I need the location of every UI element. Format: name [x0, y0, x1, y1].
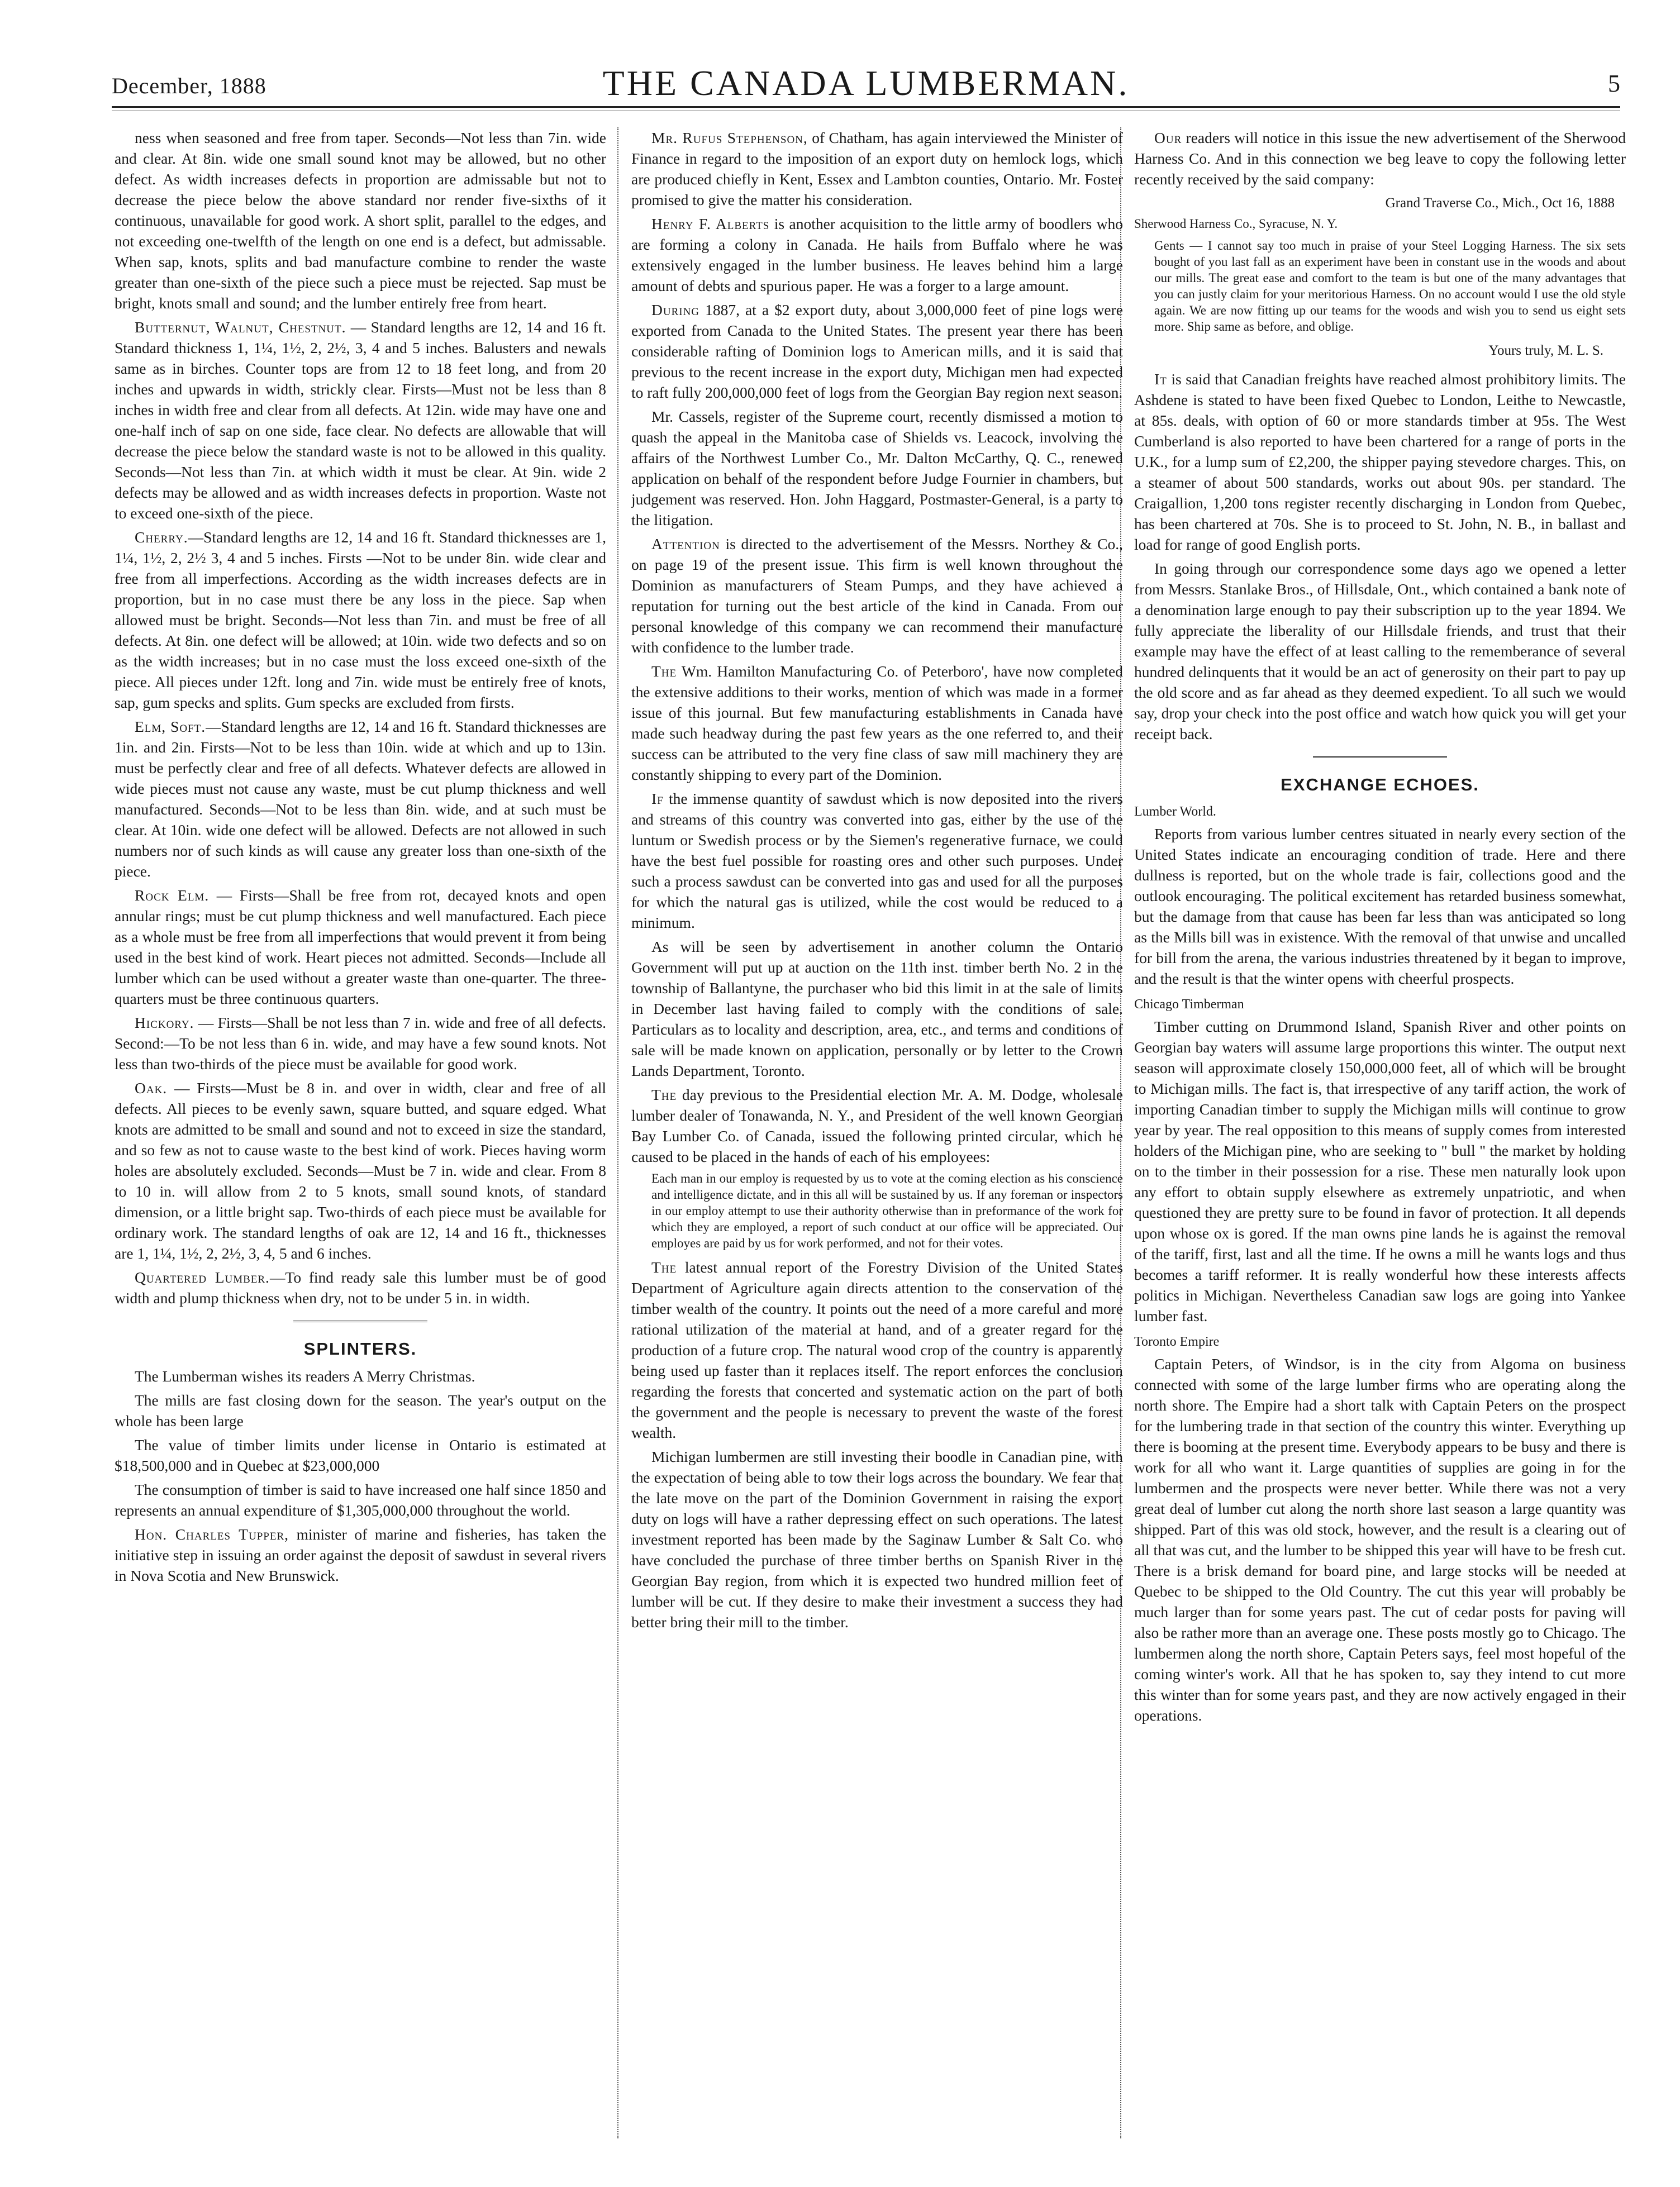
paragraph-lead: Rock Elm. [135, 887, 210, 904]
article-paragraph [631, 213, 1123, 296]
section-divider [293, 1321, 427, 1324]
article-paragraph [115, 716, 606, 882]
article-paragraph [1134, 369, 1626, 555]
article-paragraph [631, 127, 1123, 210]
source-label: Toronto Empire [1134, 1335, 1220, 1349]
page-number: 5 [1608, 70, 1620, 97]
letter-body: Gents — I cannot say too much in praise of your Steel Logging Harness. The six sets bought of you last fall as an experiment have been in constant use in the woods and about our mills. The great ease and comfort to the team is but one of the many advantages that you can justly claim for your meritorious Harness. On no account would I use the old style again. We are now fitting up our teams for the woods and wish you to send us eight sets more. Ship same as before, and oblige. [1154, 239, 1626, 333]
column-divider [617, 127, 618, 2138]
masthead-rule [112, 106, 1620, 108]
paragraph-body: day previous to the Presidential election Mr. A. M. Dodge, wholesale lumber dealer of Tonawanda, N. Y., and President of the well known Georgian Bay Lumber Co. of Canada, issued the following printed circular, which he caused to be placed in the hands of each of his employees: [631, 1086, 1123, 1165]
paragraph-body: —To find ready sale this lumber must be of good width and plump thickness when dry, not to be under 5 in. in width. [115, 1269, 606, 1307]
newspaper-title: THE CANADA LUMBERMAN. [602, 63, 1130, 103]
paragraph-body: is said that Canadian freights have reached almost prohibitory limits. The Ashdene is stated to have been fixed Quebec to London, Leithe to Newcastle, at 85s. deals, with option of 60 or more standards timber at 95s. The West Cumberland is also reported to have been chartered for a range of ports in the U.K., for a lump sum of £2,200, the shipper paying stevedore charges. This, on a steamer of about 500 standards, works out about 90s. per standard. The Craigallion, 1,200 tons register recently discharging in London from Quebec, has been chartered at 70s. She is to proceed to St. John, N. B., in ballast and load for range of good English ports. [1134, 370, 1626, 553]
article-paragraph [1134, 127, 1626, 189]
paragraph-lead: Attention [651, 535, 720, 552]
column-3 [1134, 127, 1626, 2150]
paragraph-lead: Hon. Charles Tupper, [135, 1526, 289, 1543]
paragraph-body: 1887, at a $2 export duty, about 3,000,000 feet of pine logs were exported from Canada to the United States. The present year there has been considerable rafting of Dominion logs to American mills, and it is said that previous to the recent increase in the export duty, Michigan men had expected to raft fully 200,000,000 feet of logs from the Georgian Bay region next season. [631, 301, 1123, 401]
source-label: Chicago Timberman [1134, 997, 1244, 1012]
paragraph-body: of Chatham, has again interviewed the Minister of Finance in regard to the imposition of an export duty on hemlock logs, which are produced chiefly in Kent, Essex and Lambton counties, Ontario. Mr. Foster promised to give the matter his consideration. [631, 129, 1123, 208]
article-paragraph [115, 1267, 606, 1308]
source-label: Lumber World. [1134, 804, 1216, 819]
paragraph-lead: If [651, 790, 664, 807]
masthead [112, 63, 1620, 107]
article-paragraph [631, 1257, 1123, 1443]
section-heading: EXCHANGE ECHOES. [1281, 775, 1479, 794]
paragraph-body: — Firsts—Must be 8 in. and over in width, clear and free of all defects. All pieces to be evenly sawn, square butted, and square edged. What knots are admitted to be small and sound and not to exceed in size the standard, and so few as not to cause waste to the best kind of work. Pieces having worm holes are absolutely excluded. Seconds—Must be 7 in. wide and clear. From 8 to 10 in. will allow from 2 to 5 knots, small sound knots, of standard dimension, or a little bright sap. Two-thirds of each piece must be available for ordinary work. The standard lengths of oak are 12, 14 and 16 ft., thicknesses are 1, 1¼, 1½, 2, 2½, 3, 4, 5 and 6 inches. [115, 1079, 606, 1262]
article-paragraph: Mr. Cassels, register of the Supreme court, recently dismissed a motion to quash the appeal in the Manitoba case of Shields vs. Leacock, involving the affairs of the Northwest Lumber Co., Mr. Dalton McCarthy, Q. C., renewed application on behalf of the respondent before Judge Fournier in chambers, but judgement was reserved. Hon. John Haggard, Postmaster-General, is a party to the litigation. [631, 408, 1123, 528]
paragraph-body: readers will notice in this issue the new advertisement of the Sherwood Harness Co. And in this connection we beg leave to copy the following letter recently received by the said company: [1134, 129, 1626, 188]
article-paragraph [115, 1078, 606, 1264]
paragraph-body: minister of marine and fisheries, has taken the initiative step in issuing an order against the deposit of sawdust in several rivers in Nova Scotia and New Brunswick. [115, 1526, 606, 1584]
splinter-item: The consumption of timber is said to have increased one half since 1850 and represents an annual expenditure of $1,305,000,000 throughout the world. [115, 1481, 606, 1519]
paragraph-lead: Our [1154, 129, 1182, 146]
section-divider [1313, 756, 1447, 760]
letter-dateline: Grand Traverse Co., Mich., Oct 16, 1888 [1385, 196, 1615, 211]
article-paragraph [631, 788, 1123, 933]
article-paragraph: As will be seen by advertisement in another column the Ontario Government will put up at auction on the 11th inst. timber berth No. 2 in the township of Ballantyne, the purchaser who bid this limit in at the sale of limits in December last having failed to comply with the conditions of sale. Particulars as to locality and description, area, etc., and terms and conditions of sale will be made known on application, personally or by letter to the Crown Lands Department, Toronto. [631, 938, 1123, 1079]
paragraph-lead: Henry F. Alberts [651, 215, 770, 232]
paragraph-lead: Butternut, Walnut, Chestnut. [135, 318, 346, 336]
article-paragraph [115, 317, 606, 523]
paragraph-lead: It [1154, 370, 1167, 388]
article-paragraph [631, 1084, 1123, 1167]
splinter-item: The mills are fast closing down for the season. The year's output on the whole has been large [115, 1392, 606, 1430]
article-paragraph [115, 527, 606, 713]
paragraph-lead: Cherry. [135, 528, 188, 546]
paragraph-body: —Standard lengths are 12, 14 and 16 ft. Standard thicknesses are 1, 1¼, 1½, 2, 2½ 3, 4 and 5 inches. Firsts —Not to be under 8in. wide clear and free from all imperfections. According as the width increases defects are in proportion, but in no case must there be any loss in the piece. Sap when allowed must be bright. Seconds—Not less than 7in. and must be free of all defects. At 8in. one defect will be allowed; at 10in. wide two defects and so on as the width increases; but in no case must the loss exceed one-sixth of the piece. All pieces under 12ft. long and 7in. wide must be entirely free of knots, sap, gum specks and splits. Gum specks are excluded from firsts. [115, 528, 606, 711]
paragraph-body: —Standard lengths are 12, 14 and 16 ft. Standard thicknesses are 1in. and 2in. Firsts—Not to be less than 10in. wide at which and up to 13in. must be perfectly clear and free of all defects. Whatever defects are allowed in wide pieces must not cause any waste, must be cut plump thickness and well manufactured. Seconds—Not to be less than 8in. wide, and at such must be clear. At 10in. wide one defect will be allowed. Defects are not allowed in such numbers nor of such kinds as will cause any greater loss than one-sixth of the piece. [115, 718, 606, 880]
article-paragraph [631, 661, 1123, 785]
paragraph-body: Wm. Hamilton Manufacturing Co. of Peterboro', have now completed the extensive additions to their works, mention of which was made in a former issue of this journal. But few manufacturing establishments in Canada have made such headway during the past few years as the one referred to, and their success can be attributed to the very fine class of saw mill machinery they are constantly shipping to every part of the Dominion. [631, 663, 1123, 783]
article-paragraph: Michigan lumbermen are still investing their boodle in Canadian pine, with the expectation of being able to tow their logs across the boundary. We fear that the late move on the part of the Dominion Government in raising the export duty on logs will have a rather depressing effect on such operations. The latest investment reported has been made by the Saginaw Lumber & Salt Co. who have concluded the purchase of three timber berths on Spanish River in the Georgian Bay region, from which it is expected two hundred million feet of lumber will be cut. If they desire to make their investment a success they had better bring their mill to the timber. [631, 1448, 1123, 1631]
paragraph-body: is another acquisition to the little army of boodlers who are forming a colony in Canada. He hails from Buffalo where he was extensively engaged in the lumber business. He leaves behind him a large amount of debts and spurious paper. He was a forger to a large amount. [631, 215, 1123, 294]
paragraph-lead: The [651, 663, 677, 680]
article-paragraph: In going through our correspondence some days ago we opened a letter from Messrs. Stanlake Bros., of Hillsdale, Ont., which contained a bank note of a denomination large enough to pay their subscription up to the year 1894. We fully appreciate the liberality of our Hillsdale friends, and trust that their example may have the effect of at least calling to the rememberance of several hundred delinquents that it would be an act of generosity on their part to pay up the old score and as far ahead as they deemed expedient. To all such we would say, drop your check into the post office and watch how quick you will get your receipt back. [1134, 560, 1626, 742]
article-paragraph: Captain Peters, of Windsor, is in the city from Algoma on business connected with some of the large lumber firms who are operating along the north shore. The Empire had a short talk with Captain Peters on the prospect for the lumbering trade in that section of the country this winter. Everything up there is booming at the present time. Everybody appears to be busy and there is work for all who want it. Large quantities of supplies are going in for the lumbermen and the prospects were never better. While there was not a very great deal of lumber cut along the north shore last season a large quantity was shipped. Part of this was old stock, however, and the result is a clearing out of all that was cut, and the lumber to be shipped this year will have to be fresh cut. There is a brisk demand for board pine, and large stocks will be needed at Quebec to be shipped to the Old Country. The cut this year will probably be much larger than for some years past. The cut of cedar posts for paving will also be rather more than an average one. These posts mostly go to Chicago. The lumbermen along the north shore, Captain Peters says, feel most hopeful of the coming winter's work. All that he has spoken to, say they intend to cut more this winter than for some years past, and they are now actively engaged in their operations. [1134, 1355, 1626, 1724]
paragraph-lead: The [651, 1259, 677, 1276]
letter-signature: Yours truly, M. L. S. [1488, 343, 1603, 358]
article-paragraph [631, 533, 1123, 657]
article-paragraph: Timber cutting on Drummond Island, Spanish River and other points on Georgian bay waters will assume large proportions this winter. The output next season will approximate closely 150,000,000 feet, all of which will be brought to Michigan mills. The fact is, that irrespective of any tariff action, the work of importing Canadian timber to supply the Michigan mills will continue to grow year by year. The real opposition to this means of supply comes from interested holders of the Michigan pine, who are seeking to " bull " the market by holding on to the timber in their possession for a rise. These men naturally look upon any effort to obtain supply elsewhere as extremely unpatriotic, and when questioned they are pretty sure to be found in favor of protection. It all depends upon whose ox is gored. If the man owns pine lands he is against the removal of the tariff, first, last and all the time. If he owns a mill he wants logs and thus becomes a tariff reformer. It is really wonderful how these interests affects politics in Michigan. Nevertheless Canadian saw logs are going into Yankee lumber fast. [1134, 1018, 1626, 1324]
paragraph-body: — Firsts—Shall be free from rot, decayed knots and open annular rings; must be cut plump thickness and well manufactured. Each piece as a whole must be free from all imperfections that would prevent it from being used in the best kind of work. Heart pieces not admitted. Seconds—Include all lumber which can be used without a greater waste than one-quarter. The three-quarters must be three continuous quarters. [115, 887, 606, 1007]
paragraph-body: the immense quantity of sawdust which is now deposited into the rivers and streams of this country was converted into gas, either by the use of the luntum or Swedish process or by the Siemen's regenerative furnace, we could have the best fuel possible for roasting ores and other such purposes. Under such a process sawdust can be converted into gas and used for all the purposes for which the natural gas is utilized, while the cost would be reduced to a minimum. [631, 790, 1123, 931]
article-paragraph [115, 885, 606, 1009]
paragraph-body: latest annual report of the Forestry Division of the United States Department of Agriculture again directs attention to the conservation of the timber wealth of the country. It points out the need of a more careful and more rational utilization of the material at hand, and of a greater regard for the production of a future crop. The natural wood crop of the country is apparently being used up faster than it replaces itself. The report enforces the conclusion regarding the forests that concerted and systematic action on the part of both the government and the people is necessary to prevent the waste of the forest wealth. [631, 1259, 1123, 1441]
paragraph-body: — Firsts—Shall be not less than 7 in. wide and free of all defects. Second:—To be not less than 6 in. wide, and may have a few sound knots. Not less than two-thirds of the piece must be available for good work. [115, 1014, 606, 1073]
splinter-item: The Lumberman wishes its readers A Merry Christmas. [135, 1368, 475, 1385]
paragraph-lead: Quartered Lumber. [135, 1269, 270, 1286]
paragraph-body: is directed to the advertisement of the Messrs. Northey & Co., on page 19 of the present issue. This firm is well known throughout the Dominion as manufacturers of Steam Pumps, and they have achieved a reputation for turning out the best article of the kind in Canada. From our personal knowledge of this company we can recommend their manufacture with confidence to the lumber trade. [631, 535, 1123, 656]
article-paragraph [115, 1012, 606, 1074]
column-2 [631, 127, 1123, 2150]
article-paragraph [631, 299, 1123, 403]
splinter-item: The value of timber limits under license in Ontario is estimated at $18,500,000 and in Quebec at $23,000,000 [115, 1436, 606, 1474]
splinter-item [115, 1524, 606, 1586]
section-heading: SPLINTERS. [303, 1339, 417, 1359]
article-paragraph: Reports from various lumber centres situated in nearly every section of the United States indicate an encouraging condition of trade. Here and there dullness is reported, but on the whole trade is fair, collections good and the outlook encouraging. The political excitement has retarded business somewhat, but the damage from that cause has been far less than was anticipated so long as the Mills bill was in existence. With the removal of that unwise and uncalled for bill from the arena, the various industries threatened by it began to improve, and the result is that the winter opens with cheerful prospects. [1134, 825, 1626, 987]
issue-date: December, 1888 [112, 73, 266, 98]
paragraph-lead: Mr. Rufus Stephenson, [651, 129, 808, 146]
paragraph-lead: During [651, 301, 700, 318]
paragraph-lead: The [651, 1086, 677, 1103]
letter-address: Sherwood Harness Co., Syracuse, N. Y. [1134, 217, 1338, 231]
paragraph-body: — Standard lengths are 12, 14 and 16 ft. Standard thickness 1, 1¼, 1½, 2, 2½, 3, 4 and 5 inches. Balusters and newals same as in birches. Counter tops are from 12 to 18 feet long, and from 20 inches and upwards in width, strickly clear. Firsts—Must not be less than 8 inches in width free and clear from all defects. At 12in. wide may have one and one-half inch of sap on one side, face clear. No defects are allowable that will decrease the piece below the standard waste is not to be allowed in this quality. Seconds—Not less than 7in. at which width it must be clear. At 9in. wide 2 defects may be allowed and as width increases defects in proportion. Waste not to exceed one-sixth of the piece. [115, 318, 606, 522]
article-paragraph: ness when seasoned and free from taper. Seconds—Not less than 7in. wide and clear. At 8in. wide one small sound knot may be allowed, but no other defect. As width increases defects in proportion are admissable but not to decrease the piece below the above standard nor render five-sixths of it continuous, unavailable for good work. A short split, parallel to the edges, and not exceeding one-twelfth of the length on one end is a defect, but admissable. When sap, knots, splits and bad manufacture combine to render the waste greater than one-sixth of the piece such a piece must be rejected. Sap must be bright, knots small and sound; and the lumber entirely free from heart. [115, 129, 606, 312]
circular-text: Each man in our employ is requested by us to vote at the coming election as his conscience and intelligence dictate, and in this all will be sustained by us. If any foreman or inspectors in our employ attempt to use their authority otherwise than in preformance of the work for which they are employed, a report of such conduct at our office will be appreciated. Our employes are paid by us for work performed, and not for their votes. [651, 1171, 1123, 1250]
paragraph-lead: Hickory. [135, 1014, 194, 1031]
paragraph-lead: Elm, Soft. [135, 718, 206, 735]
column-1 [115, 127, 606, 2150]
paragraph-lead: Oak. [135, 1079, 168, 1097]
